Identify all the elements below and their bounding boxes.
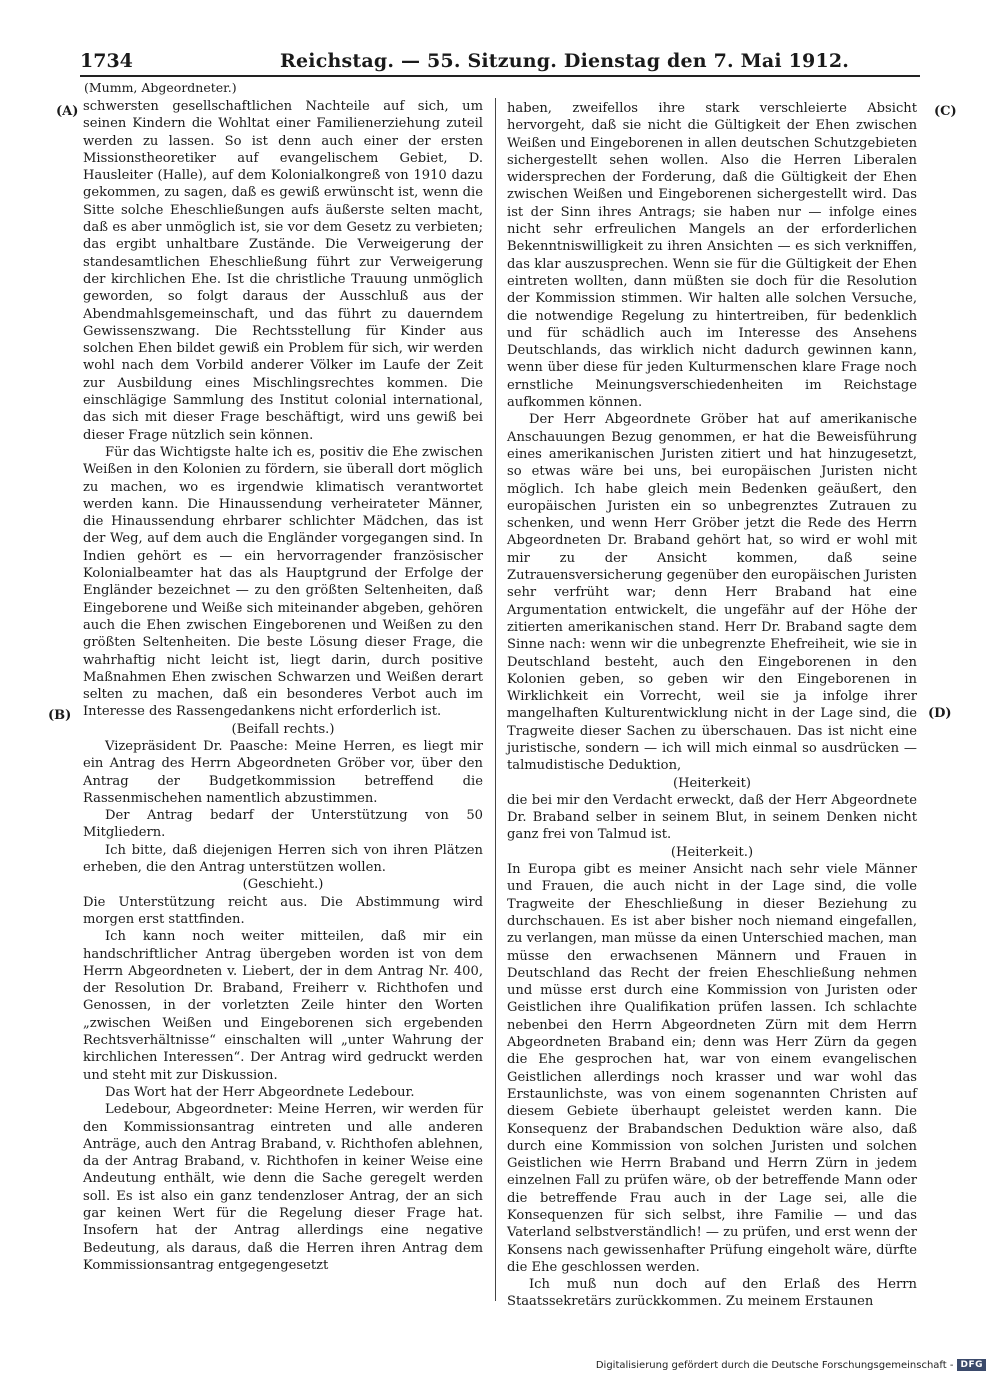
stage-direction: (Heiterkeit.) (670, 844, 754, 860)
paragraph: Ich kann noch weiter mitteilen, daß mir ein handschriftlicher Antrag übergeben worden ist von dem Herrn Abgeordneten v. Liebert, der in dem Antrag Nr. 400, der Resolution Dr. Braband, Freiherr v. Richthofen und Genossen, in der vorletzten Zeile hinter den Worten „zwischen Weißen und Eingeborenen sich ergebenden Rechtsverhältnisse“ einschalten will „unter Wahrung der kirchlichen Interessen“. Der Antrag wird gedruckt werden und steht mit zur Diskussion. (83, 929, 483, 1083)
paragraph: Der Herr Abgeordnete Gröber hat auf amerikanische Anschauungen Bezug genommen, er hat die Beweisführung eines amerikanischen Juristen zitiert und hat hinzugesetzt, so etwas wäre bei uns, bei europäischen Juristen nicht möglich. Ich habe gleich mein Bedenken geäußert, den europäischen Juristen ein so unbegrenztes Zutrauen zu schenken, und wenn Herr Gröber jetzt die Rede des Herrn Abgeordneten Dr. Braband gehört hat, so wird er wohl mit mir zu der Ansicht kommen, daß seine Zutrauensversicherung gegenüber den europäischen Juristen sehr verfrüht war; denn Herr Braband hat eine Argumentation entwickelt, die ungefähr auf der Höhe der zitierten amerikanischen stand. Herr Dr. Braband sagte dem Sinne nach: wenn wir die unbegrenzte Ehefreiheit, wie sie in Deutschland besteht, auch den Eingeborenen in den Kolonien geben, so geben wir den Eingeborenen in Wirklichkeit ein Vorrecht, weil sie ja infolge ihrer mangelhaften Kulturentwicklung nicht in der Lage sind, die Tragweite dieser Sachen zu überschauen. Das ist nicht eine juristische, sondern — ich will mich einmal so ausdrücken — talmudistische Deduktion, (507, 412, 917, 774)
paragraph: Für das Wichtigste halte ich es, positiv die Ehe zwischen Weißen in den Kolonien zu fördern, sie überall dort möglich zu machen, wo es irgendwie klimatisch verantwortet werden kann. Die Hinaussendung verheirateter Männer, die Hinaussendung ehrbarer schlichter Mädchen, das ist der Weg, auf dem auch die Engländer vorgegangen sind. In Indien gehört es — ein hervorragender französischer Kolonialbeamter hat das als Hauptgrund der Erfolge der Engländer bezeichnet — zu den größten Seltenheiten, daß Eingeborene und Weiße sich miteinander abgeben, gehören auch die Ehen zwischen Eingeborenen und Weißen zu den größten Seltenheiten. Die beste Lösung dieser Frage, die wahrhaftig nicht leicht ist, liegt darin, durch positive Maßnahmen Ehen zwischen Schwarzen und Weißen derart selten zu machen, daß ein besonderes Verbot auch im Interesse des Rassengedankens nicht erforderlich ist. (83, 444, 483, 720)
right-column (507, 100, 917, 1311)
footer-text: Digitalisierung gefördert durch die Deutsche Forschungsgemeinschaft - (595, 1359, 954, 1371)
column-divider (495, 98, 496, 1301)
footer-credit (596, 1359, 986, 1371)
left-column (83, 98, 483, 1274)
page-header (80, 44, 920, 74)
paragraph: Vizepräsident Dr. Paasche: Meine Herren, es liegt mir ein Antrag des Herrn Abgeordneten Gröber vor, über den Antrag der Budgetkommission betreffend die Rassenmischehen namentlich abzustimmen. (83, 738, 483, 806)
paragraph: In Europa gibt es meiner Ansicht nach sehr viele Männer und Frauen, die auch nicht in der Lage sind, die volle Tragweite der Eheschließung in dieser Beziehung zu durchschauen. Es ist aber bisher noch niemand eingefallen, zu verlangen, man müsse da einen Unterschied machen, man müsse den erwachsenen Männern und Frauen in Deutschland das Recht der freien Eheschließung nehmen und müsse erst durch eine Kommission von Juristen oder Geistlichen ihre Qualifikation prüfen lassen. Ich schlachte nebenbei den Herrn Abgeordneten Zürn mit dem Herrn Abgeordneten Braband ein; denn was Herr Zürn da gegen die Ehe gesprochen hat, war von einem evangelischen Geistlichen allerdings noch krasser und war wohl das Erstaunlichste, was von einem sogenannten Christen auf diesem Gebiete überhaupt geleistet werden kann. Die Konsequenz der Brabandschen Deduktion wäre also, daß durch eine Kommission von solchen Juristen und solchen Geistlichen wie Herrn Braband und Herrn Zürn in jedem einzelnen Fall zu prüfen wäre, ob der betreffende Mann oder die betreffende Frau auch in der Lage sei, alle die Konsequenzen für sich selbst, ihre Familie — und das Vaterland selbstverständlich! — zu prüfen, und erst wenn der Konsens nach gewissenhafter Prüfung eingeholt wäre, dürfte die Ehe geschlossen werden. (507, 862, 918, 1275)
running-title: Reichstag. — 55. Sitzung. Dienstag den 7. Mai 1912. (280, 50, 850, 72)
paragraph: Das Wort hat der Herr Abgeordnete Ledebour. (105, 1084, 415, 1100)
paragraph: Der Antrag bedarf der Unterstützung von 50 Mitgliedern. (83, 808, 483, 841)
margin-marker-d: (D) (928, 706, 952, 721)
paragraph: Ledebour, Abgeordneter: Meine Herren, wir werden für den Kommissionsantrag eintreten und alle anderen Anträge, auch den Antrag Braband, v. Richthofen ablehnen, da der Antrag Braband, v. Richthofen in keiner Weise eine Andeutung enthält, wie denn die Sache geregelt werden soll. Es ist also ein ganz tendenzloser Antrag, der an sich gar keinen Wert für die Regelung dieser Frage hat. Insofern hat der Antrag allerdings eine negative Bedeutung, als daraus, daß die Herren ihren Antrag dem Kommissionsantrag entgegengesetzt (83, 1102, 483, 1273)
page-number: 1734 (80, 50, 133, 72)
speaker-tag: (Mumm, Abgeordneter.) (84, 80, 237, 95)
stage-direction: (Geschieht.) (242, 877, 324, 893)
paragraph: schwersten gesellschaftlichen Nachteile auf sich, um seinen Kindern die Wohltat einer Familienerziehung zuteil werden zu lassen. So ist denn auch einer der ersten Missionstheoretiker auf evangelischem Gebiet, D. Hausleiter (Halle), auf dem Kolonialkongreß von 1910 dazu gekommen, zu sagen, daß es gewiß erwünscht ist, wenn die Sitte solche Eheschließungen aufs äußerste selten macht, daß es aber unmöglich ist, sie vor dem Gesetz zu verbieten; das ergibt unhaltbare Zustände. Die Verweigerung der standesamtlichen Eheschließung führt zur Verweigerung der kirchlichen Ehe. Ist die christliche Trauung unmöglich geworden, so folgt daraus der Ausschluß aus der Abendmahlsgemeinschaft, und das führt zu dauerndem Gewissenszwang. Die Rechtsstellung für Kinder aus solchen Ehen bildet gewiß ein Problem für sich, wir werden wohl nach dem Vorbild anderer Völker im Laufe der Zeit zur Ausbildung eines Mischlingsrechtes kommen. Die einschlägige Sammlung des Institut colonial international, das sich mit dieser Frage beschäftigt, wird uns gewiß bei dieser Frage nützlich sein können. (83, 99, 483, 443)
paragraph: die bei mir den Verdacht erweckt, daß der Herr Abgeordnete Dr. Braband selber in seinem Blut, in seinem Denken nicht ganz frei von Talmud ist. (507, 792, 917, 843)
paragraph: Ich muß nun doch auf den Erlaß des Herrn Staatssekretärs zurückkommen. Zu meinem Erstaunen (507, 1277, 917, 1310)
paragraph: haben, zweifellos ihre stark verschleierte Absicht hervorgeht, daß sie nicht die Gültigkeit der Ehen zwischen Weißen und Eingeborenen in allen deutschen Schutzgebieten sichergestellt sehen wollen. Also die Herren Liberalen widersprechen der Forderung, daß die Gültigkeit der Ehen zwischen Weißen und Eingeborenen sichergestellt wird. Das ist der Sinn ihres Antrags; sie haben nur — infolge eines nicht sehr erfreulichen Mangels an der erforderlichen Bekenntniswilligkeit zu ihren Ansichten — es sich verkniffen, das klar auszusprechen. Wenn sie für die Gültigkeit der Ehen eintreten wollten, dann müßten sie doch für die Resolution der Kommission stimmen. Wir halten alle solchen Versuche, die notwendige Regelung zu hintertreiben, für bedenklich und für schädlich auch im Interesse des Ansehens Deutschlands, das wirklich nicht dadurch gewinnen kann, wenn über diese für jeden Kulturmenschen klare Frage noch ernstliche Meinungsverschiedenheiten im Reichstage aufkommen können. (507, 101, 917, 411)
header-rule (80, 75, 920, 77)
margin-marker-b: (B) (48, 708, 72, 723)
stage-direction: (Beifall rechts.) (231, 721, 335, 737)
dfg-logo-icon: DFG (957, 1359, 986, 1371)
paragraph: Die Unterstützung reicht aus. Die Abstimmung wird morgen erst stattfinden. (83, 894, 483, 927)
margin-marker-a: (A) (56, 104, 79, 119)
paragraph: Ich bitte, daß diejenigen Herren sich von ihren Plätzen erheben, die den Antrag unterstützen wollen. (83, 842, 483, 876)
stage-direction: (Heiterkeit) (673, 775, 751, 791)
margin-marker-c: (C) (934, 104, 957, 119)
